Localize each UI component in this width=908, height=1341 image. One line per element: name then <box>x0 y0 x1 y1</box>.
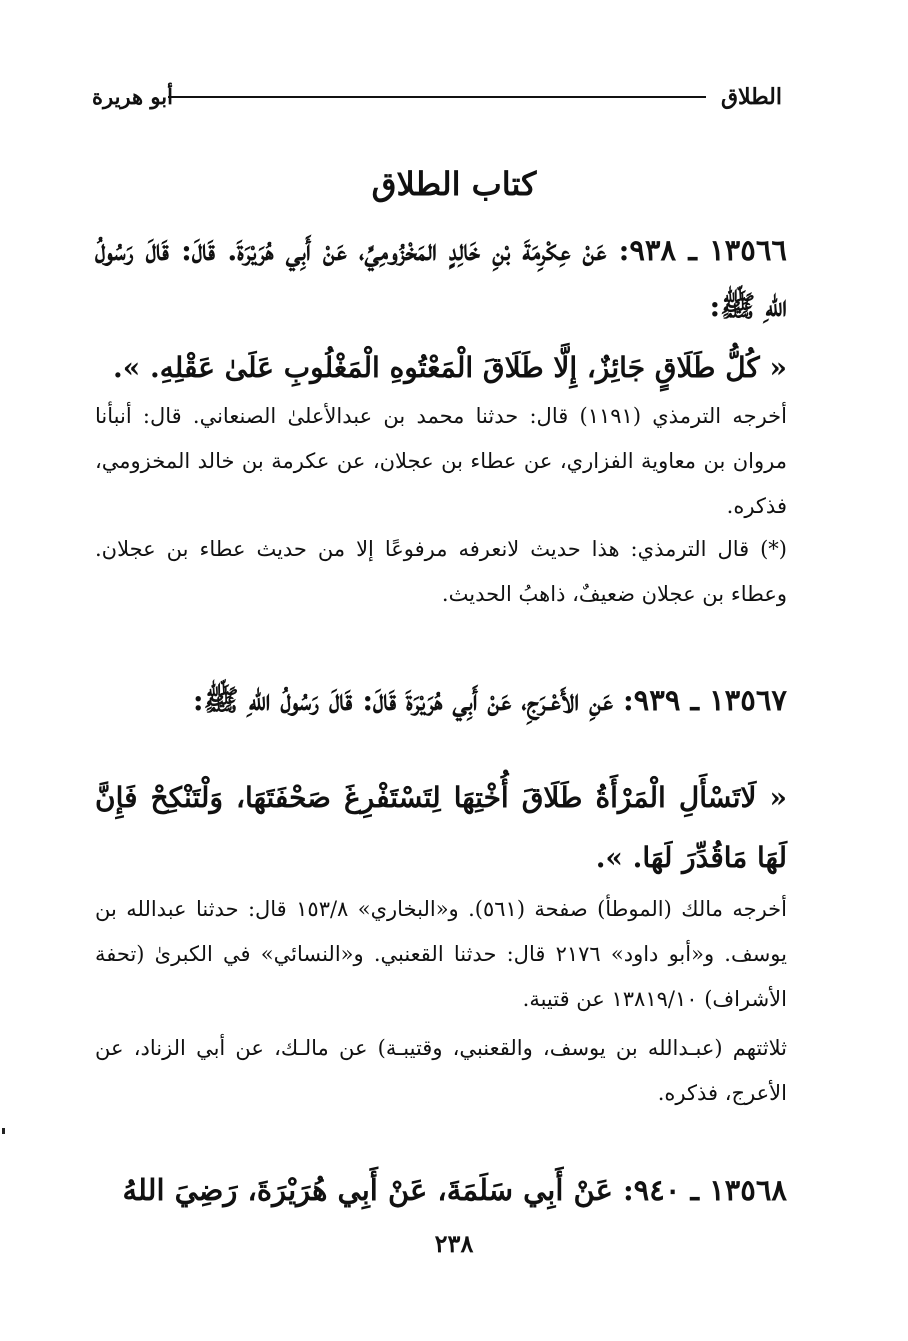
header-section-title: الطلاق <box>720 84 782 110</box>
running-header <box>92 82 782 118</box>
header-narrator: أبو هريرة <box>92 84 173 109</box>
book-title: كتاب الطلاق <box>371 165 537 203</box>
hadith-matn: « لَاتَسْأَلِ الْمَرْأَةُ طَلَاقَ أُخْتِهَا لِتَسْتَفْرِغَ صَحْفَتَهَا، وَلْتَنْكِحْ فَإِنَّ لَهَا مَاقُدِّرَ لَهَا. ». <box>95 781 787 874</box>
hadith-intro: ١٣٥٦٨ ـ ٩٤٠: عَنْ أَبِي سَلَمَةَ، عَنْ أَبِي هُرَيْرَةَ، رَضِيَ اللهُ <box>122 1173 787 1207</box>
hadith-intro: ١٣٥٦٦ ـ ٩٣٨: عَنْ عِكْرِمَةَ بْنِ خَالِدٍ المَخْزُومِيِّ، عَنْ أَبِي هُرَيْرَةَ. قَالَ: قَالَ رَسُولُ اللهِ ﷺ: <box>95 233 787 323</box>
takhrij-note: أخرجه الترمذي (١١٩١) قال: حدثنا محمد بن عبدالأعلىٰ الصنعاني. قال: أنبأنا مروان بن معاوية الفزاري، عن عطاء بن عجلان، عن عكرمة بن خالد المخزومي، فذكره. <box>95 404 787 518</box>
header-rule <box>168 96 706 98</box>
takhrij-note: أخرجه مالك (الموطأ) صفحة (٥٦١). و«البخاري» ١٥٣/٨ قال: حدثنا عبدالله بن يوسف. و«أبو داود» ٢١٧٦ قال: حدثنا القعنبي. و«النسائي» في الكبرىٰ (تحفة الأشراف) ١٣٨١٩/١٠ عن قتيبة. <box>95 897 787 1011</box>
scan-mark <box>2 1128 5 1134</box>
commentary-note: (*) قال الترمذي: هذا حديث لانعرفه مرفوعًا إلا من حديث عطاء بن عجلان. وعطاء بن عجلان ضعيفٌ، ذاهبُ الحديث. <box>95 537 787 606</box>
chain-note: ثلاثتهم (عبـدالله بن يوسف، والقعنبي، وقتيبـة) عن مالـك، عن أبي الزناد، عن الأعرج، فذكره. <box>95 1036 787 1105</box>
page-number: ٢٣٨ <box>434 1229 474 1258</box>
hadith-matn: « كُلُّ طَلَاقٍ جَائِزٌ، إِلَّا طَلَاقَ الْمَعْتُوهِ الْمَغْلُوبِ عَلَىٰ عَقْلِهِ. ». <box>113 351 787 384</box>
hadith-intro: ١٣٥٦٧ ـ ٩٣٩: عَنِ الأَعْـرَجِ، عَنْ أَبِي هُرَيْرَةَ قَالَ: قَالَ رَسُولُ اللهِ ﷺ: <box>192 683 787 717</box>
